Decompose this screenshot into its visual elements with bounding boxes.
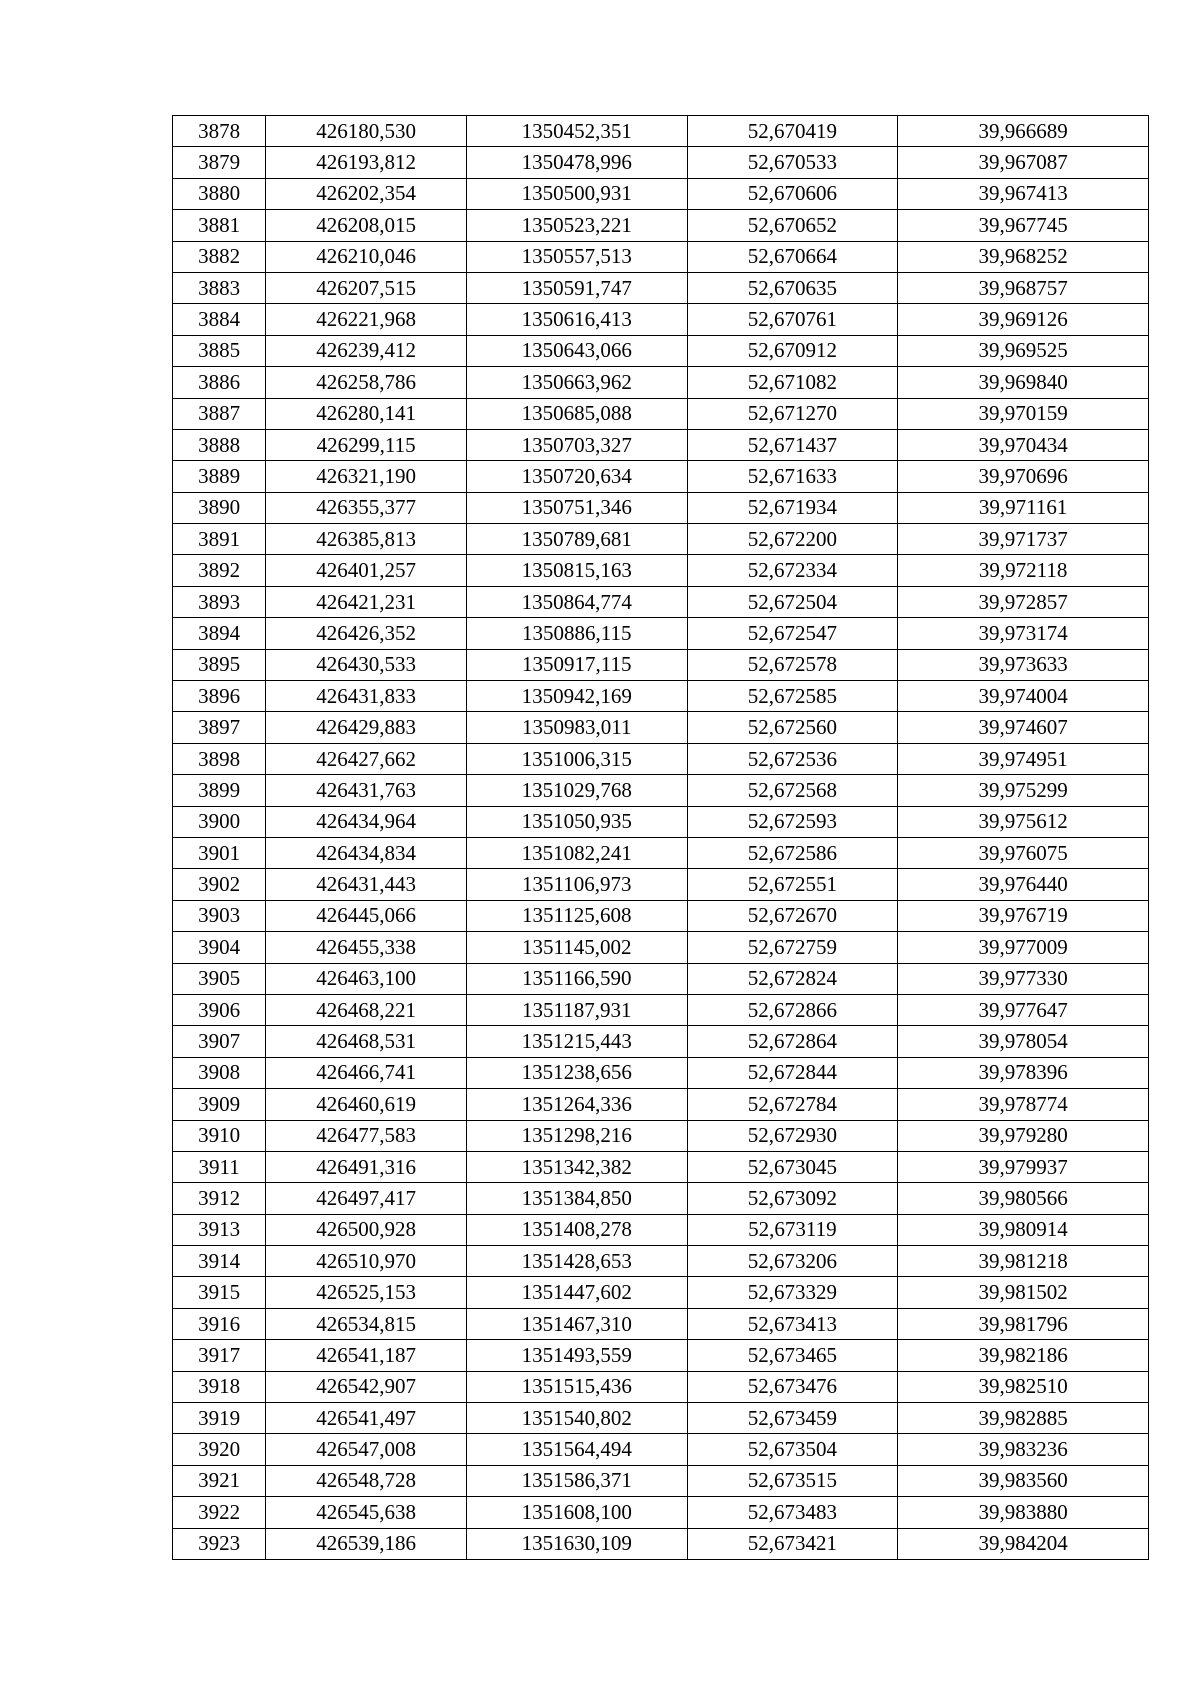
- longitude-cell: 39,967087: [898, 147, 1149, 178]
- y-coordinate-cell: 1350557,513: [466, 241, 687, 272]
- point-number-cell: 3894: [173, 618, 266, 649]
- longitude-cell: 39,973174: [898, 618, 1149, 649]
- table-row: [173, 272, 1149, 303]
- latitude-cell: 52,671082: [687, 367, 898, 398]
- y-coordinate-cell: 1351428,653: [466, 1246, 687, 1277]
- table-row: [173, 367, 1149, 398]
- x-coordinate-cell: 426430,533: [266, 649, 467, 680]
- x-coordinate-cell: 426221,968: [266, 304, 467, 335]
- longitude-cell: 39,983236: [898, 1434, 1149, 1465]
- x-coordinate-cell: 426547,008: [266, 1434, 467, 1465]
- table-row: [173, 1183, 1149, 1214]
- latitude-cell: 52,673459: [687, 1403, 898, 1434]
- latitude-cell: 52,672784: [687, 1089, 898, 1120]
- x-coordinate-cell: 426500,928: [266, 1214, 467, 1245]
- latitude-cell: 52,671934: [687, 492, 898, 523]
- latitude-cell: 52,673476: [687, 1371, 898, 1402]
- table-row: [173, 1120, 1149, 1151]
- point-number-cell: 3914: [173, 1246, 266, 1277]
- latitude-cell: 52,673092: [687, 1183, 898, 1214]
- longitude-cell: 39,982186: [898, 1340, 1149, 1371]
- longitude-cell: 39,974951: [898, 743, 1149, 774]
- longitude-cell: 39,978054: [898, 1026, 1149, 1057]
- y-coordinate-cell: 1351408,278: [466, 1214, 687, 1245]
- y-coordinate-cell: 1351298,216: [466, 1120, 687, 1151]
- table-row: [173, 806, 1149, 837]
- y-coordinate-cell: 1351515,436: [466, 1371, 687, 1402]
- longitude-cell: 39,969840: [898, 367, 1149, 398]
- coordinates-table-body: [173, 116, 1149, 1560]
- x-coordinate-cell: 426429,883: [266, 712, 467, 743]
- x-coordinate-cell: 426426,352: [266, 618, 467, 649]
- point-number-cell: 3897: [173, 712, 266, 743]
- latitude-cell: 52,673045: [687, 1151, 898, 1182]
- longitude-cell: 39,975299: [898, 775, 1149, 806]
- point-number-cell: 3887: [173, 398, 266, 429]
- latitude-cell: 52,672200: [687, 524, 898, 555]
- table-row: [173, 210, 1149, 241]
- longitude-cell: 39,983560: [898, 1465, 1149, 1496]
- y-coordinate-cell: 1351125,608: [466, 900, 687, 931]
- longitude-cell: 39,969525: [898, 335, 1149, 366]
- table-row: [173, 1340, 1149, 1371]
- x-coordinate-cell: 426468,531: [266, 1026, 467, 1057]
- x-coordinate-cell: 426463,100: [266, 963, 467, 994]
- y-coordinate-cell: 1350643,066: [466, 335, 687, 366]
- longitude-cell: 39,978774: [898, 1089, 1149, 1120]
- y-coordinate-cell: 1350685,088: [466, 398, 687, 429]
- x-coordinate-cell: 426193,812: [266, 147, 467, 178]
- table-row: [173, 900, 1149, 931]
- y-coordinate-cell: 1351447,602: [466, 1277, 687, 1308]
- y-coordinate-cell: 1351029,768: [466, 775, 687, 806]
- longitude-cell: 39,979937: [898, 1151, 1149, 1182]
- table-row: [173, 1214, 1149, 1245]
- longitude-cell: 39,976719: [898, 900, 1149, 931]
- x-coordinate-cell: 426401,257: [266, 555, 467, 586]
- point-number-cell: 3911: [173, 1151, 266, 1182]
- latitude-cell: 52,673119: [687, 1214, 898, 1245]
- y-coordinate-cell: 1350500,931: [466, 178, 687, 209]
- longitude-cell: 39,977330: [898, 963, 1149, 994]
- latitude-cell: 52,672593: [687, 806, 898, 837]
- y-coordinate-cell: 1350789,681: [466, 524, 687, 555]
- table-row: [173, 932, 1149, 963]
- y-coordinate-cell: 1351467,310: [466, 1308, 687, 1339]
- y-coordinate-cell: 1351106,973: [466, 869, 687, 900]
- longitude-cell: 39,967413: [898, 178, 1149, 209]
- x-coordinate-cell: 426445,066: [266, 900, 467, 931]
- table-row: [173, 555, 1149, 586]
- longitude-cell: 39,972857: [898, 586, 1149, 617]
- x-coordinate-cell: 426510,970: [266, 1246, 467, 1277]
- point-number-cell: 3916: [173, 1308, 266, 1339]
- point-number-cell: 3910: [173, 1120, 266, 1151]
- table-row: [173, 241, 1149, 272]
- y-coordinate-cell: 1351384,850: [466, 1183, 687, 1214]
- x-coordinate-cell: 426468,221: [266, 994, 467, 1025]
- table-row: [173, 1308, 1149, 1339]
- latitude-cell: 52,671270: [687, 398, 898, 429]
- latitude-cell: 52,670533: [687, 147, 898, 178]
- point-number-cell: 3888: [173, 429, 266, 460]
- x-coordinate-cell: 426466,741: [266, 1057, 467, 1088]
- table-row: [173, 994, 1149, 1025]
- table-row: [173, 1528, 1149, 1559]
- point-number-cell: 3905: [173, 963, 266, 994]
- latitude-cell: 52,672504: [687, 586, 898, 617]
- point-number-cell: 3896: [173, 681, 266, 712]
- longitude-cell: 39,984204: [898, 1528, 1149, 1559]
- y-coordinate-cell: 1350523,221: [466, 210, 687, 241]
- latitude-cell: 52,673465: [687, 1340, 898, 1371]
- point-number-cell: 3878: [173, 116, 266, 147]
- point-number-cell: 3909: [173, 1089, 266, 1120]
- point-number-cell: 3880: [173, 178, 266, 209]
- latitude-cell: 52,672866: [687, 994, 898, 1025]
- longitude-cell: 39,978396: [898, 1057, 1149, 1088]
- x-coordinate-cell: 426497,417: [266, 1183, 467, 1214]
- point-number-cell: 3918: [173, 1371, 266, 1402]
- y-coordinate-cell: 1351586,371: [466, 1465, 687, 1496]
- point-number-cell: 3906: [173, 994, 266, 1025]
- longitude-cell: 39,981502: [898, 1277, 1149, 1308]
- point-number-cell: 3899: [173, 775, 266, 806]
- table-row: [173, 681, 1149, 712]
- y-coordinate-cell: 1350983,011: [466, 712, 687, 743]
- longitude-cell: 39,966689: [898, 116, 1149, 147]
- point-number-cell: 3901: [173, 837, 266, 868]
- table-row: [173, 649, 1149, 680]
- y-coordinate-cell: 1350864,774: [466, 586, 687, 617]
- y-coordinate-cell: 1350942,169: [466, 681, 687, 712]
- point-number-cell: 3915: [173, 1277, 266, 1308]
- point-number-cell: 3883: [173, 272, 266, 303]
- y-coordinate-cell: 1350703,327: [466, 429, 687, 460]
- longitude-cell: 39,971737: [898, 524, 1149, 555]
- table-row: [173, 775, 1149, 806]
- longitude-cell: 39,980914: [898, 1214, 1149, 1245]
- table-row: [173, 869, 1149, 900]
- point-number-cell: 3907: [173, 1026, 266, 1057]
- y-coordinate-cell: 1351630,109: [466, 1528, 687, 1559]
- longitude-cell: 39,970434: [898, 429, 1149, 460]
- latitude-cell: 52,670419: [687, 116, 898, 147]
- latitude-cell: 52,672930: [687, 1120, 898, 1151]
- latitude-cell: 52,670761: [687, 304, 898, 335]
- latitude-cell: 52,672578: [687, 649, 898, 680]
- table-row: [173, 1277, 1149, 1308]
- point-number-cell: 3890: [173, 492, 266, 523]
- point-number-cell: 3919: [173, 1403, 266, 1434]
- point-number-cell: 3885: [173, 335, 266, 366]
- latitude-cell: 52,672586: [687, 837, 898, 868]
- table-row: [173, 1246, 1149, 1277]
- latitude-cell: 52,673515: [687, 1465, 898, 1496]
- latitude-cell: 52,670664: [687, 241, 898, 272]
- latitude-cell: 52,673421: [687, 1528, 898, 1559]
- table-row: [173, 1434, 1149, 1465]
- point-number-cell: 3921: [173, 1465, 266, 1496]
- y-coordinate-cell: 1351082,241: [466, 837, 687, 868]
- x-coordinate-cell: 426455,338: [266, 932, 467, 963]
- longitude-cell: 39,971161: [898, 492, 1149, 523]
- x-coordinate-cell: 426258,786: [266, 367, 467, 398]
- table-row: [173, 178, 1149, 209]
- table-row: [173, 147, 1149, 178]
- x-coordinate-cell: 426299,115: [266, 429, 467, 460]
- longitude-cell: 39,982510: [898, 1371, 1149, 1402]
- x-coordinate-cell: 426431,763: [266, 775, 467, 806]
- table-row: [173, 963, 1149, 994]
- y-coordinate-cell: 1351264,336: [466, 1089, 687, 1120]
- y-coordinate-cell: 1351145,002: [466, 932, 687, 963]
- latitude-cell: 52,672670: [687, 900, 898, 931]
- y-coordinate-cell: 1351540,802: [466, 1403, 687, 1434]
- longitude-cell: 39,981218: [898, 1246, 1149, 1277]
- point-number-cell: 3904: [173, 932, 266, 963]
- y-coordinate-cell: 1351608,100: [466, 1497, 687, 1528]
- point-number-cell: 3892: [173, 555, 266, 586]
- coordinates-table: [172, 115, 1149, 1560]
- x-coordinate-cell: 426208,015: [266, 210, 467, 241]
- y-coordinate-cell: 1350815,163: [466, 555, 687, 586]
- point-number-cell: 3884: [173, 304, 266, 335]
- x-coordinate-cell: 426355,377: [266, 492, 467, 523]
- x-coordinate-cell: 426421,231: [266, 586, 467, 617]
- latitude-cell: 52,672864: [687, 1026, 898, 1057]
- latitude-cell: 52,672560: [687, 712, 898, 743]
- x-coordinate-cell: 426431,443: [266, 869, 467, 900]
- x-coordinate-cell: 426210,046: [266, 241, 467, 272]
- y-coordinate-cell: 1351187,931: [466, 994, 687, 1025]
- latitude-cell: 52,672759: [687, 932, 898, 963]
- point-number-cell: 3882: [173, 241, 266, 272]
- table-row: [173, 461, 1149, 492]
- latitude-cell: 52,670912: [687, 335, 898, 366]
- y-coordinate-cell: 1351493,559: [466, 1340, 687, 1371]
- y-coordinate-cell: 1350452,351: [466, 116, 687, 147]
- table-row: [173, 335, 1149, 366]
- y-coordinate-cell: 1351215,443: [466, 1026, 687, 1057]
- table-row: [173, 398, 1149, 429]
- x-coordinate-cell: 426180,530: [266, 116, 467, 147]
- latitude-cell: 52,670652: [687, 210, 898, 241]
- table-row: [173, 712, 1149, 743]
- table-row: [173, 1151, 1149, 1182]
- longitude-cell: 39,974004: [898, 681, 1149, 712]
- table-row: [173, 304, 1149, 335]
- longitude-cell: 39,970696: [898, 461, 1149, 492]
- y-coordinate-cell: 1350917,115: [466, 649, 687, 680]
- latitude-cell: 52,672536: [687, 743, 898, 774]
- y-coordinate-cell: 1350478,996: [466, 147, 687, 178]
- latitude-cell: 52,672844: [687, 1057, 898, 1088]
- latitude-cell: 52,673483: [687, 1497, 898, 1528]
- latitude-cell: 52,672585: [687, 681, 898, 712]
- table-row: [173, 524, 1149, 555]
- longitude-cell: 39,970159: [898, 398, 1149, 429]
- latitude-cell: 52,672568: [687, 775, 898, 806]
- x-coordinate-cell: 426491,316: [266, 1151, 467, 1182]
- y-coordinate-cell: 1351564,494: [466, 1434, 687, 1465]
- y-coordinate-cell: 1350663,962: [466, 367, 687, 398]
- longitude-cell: 39,968757: [898, 272, 1149, 303]
- latitude-cell: 52,673329: [687, 1277, 898, 1308]
- x-coordinate-cell: 426239,412: [266, 335, 467, 366]
- table-row: [173, 1497, 1149, 1528]
- x-coordinate-cell: 426431,833: [266, 681, 467, 712]
- y-coordinate-cell: 1351238,656: [466, 1057, 687, 1088]
- point-number-cell: 3922: [173, 1497, 266, 1528]
- x-coordinate-cell: 426525,153: [266, 1277, 467, 1308]
- x-coordinate-cell: 426385,813: [266, 524, 467, 555]
- y-coordinate-cell: 1350751,346: [466, 492, 687, 523]
- longitude-cell: 39,981796: [898, 1308, 1149, 1339]
- latitude-cell: 52,671437: [687, 429, 898, 460]
- y-coordinate-cell: 1350616,413: [466, 304, 687, 335]
- latitude-cell: 52,670606: [687, 178, 898, 209]
- point-number-cell: 3908: [173, 1057, 266, 1088]
- table-row: [173, 1403, 1149, 1434]
- table-row: [173, 1026, 1149, 1057]
- point-number-cell: 3900: [173, 806, 266, 837]
- longitude-cell: 39,973633: [898, 649, 1149, 680]
- x-coordinate-cell: 426434,964: [266, 806, 467, 837]
- longitude-cell: 39,976440: [898, 869, 1149, 900]
- point-number-cell: 3895: [173, 649, 266, 680]
- latitude-cell: 52,671633: [687, 461, 898, 492]
- point-number-cell: 3913: [173, 1214, 266, 1245]
- point-number-cell: 3902: [173, 869, 266, 900]
- table-row: [173, 618, 1149, 649]
- longitude-cell: 39,972118: [898, 555, 1149, 586]
- x-coordinate-cell: 426534,815: [266, 1308, 467, 1339]
- x-coordinate-cell: 426207,515: [266, 272, 467, 303]
- latitude-cell: 52,670635: [687, 272, 898, 303]
- y-coordinate-cell: 1351050,935: [466, 806, 687, 837]
- longitude-cell: 39,983880: [898, 1497, 1149, 1528]
- y-coordinate-cell: 1350591,747: [466, 272, 687, 303]
- table-row: [173, 1465, 1149, 1496]
- x-coordinate-cell: 426545,638: [266, 1497, 467, 1528]
- table-row: [173, 586, 1149, 617]
- longitude-cell: 39,968252: [898, 241, 1149, 272]
- y-coordinate-cell: 1350720,634: [466, 461, 687, 492]
- x-coordinate-cell: 426541,187: [266, 1340, 467, 1371]
- x-coordinate-cell: 426539,186: [266, 1528, 467, 1559]
- latitude-cell: 52,672824: [687, 963, 898, 994]
- x-coordinate-cell: 426280,141: [266, 398, 467, 429]
- y-coordinate-cell: 1351166,590: [466, 963, 687, 994]
- longitude-cell: 39,976075: [898, 837, 1149, 868]
- x-coordinate-cell: 426434,834: [266, 837, 467, 868]
- y-coordinate-cell: 1351342,382: [466, 1151, 687, 1182]
- point-number-cell: 3912: [173, 1183, 266, 1214]
- table-row: [173, 1371, 1149, 1402]
- table-row: [173, 429, 1149, 460]
- longitude-cell: 39,967745: [898, 210, 1149, 241]
- y-coordinate-cell: 1350886,115: [466, 618, 687, 649]
- longitude-cell: 39,982885: [898, 1403, 1149, 1434]
- latitude-cell: 52,672547: [687, 618, 898, 649]
- point-number-cell: 3898: [173, 743, 266, 774]
- longitude-cell: 39,969126: [898, 304, 1149, 335]
- longitude-cell: 39,979280: [898, 1120, 1149, 1151]
- x-coordinate-cell: 426460,619: [266, 1089, 467, 1120]
- x-coordinate-cell: 426477,583: [266, 1120, 467, 1151]
- x-coordinate-cell: 426427,662: [266, 743, 467, 774]
- point-number-cell: 3903: [173, 900, 266, 931]
- x-coordinate-cell: 426541,497: [266, 1403, 467, 1434]
- y-coordinate-cell: 1351006,315: [466, 743, 687, 774]
- table-row: [173, 492, 1149, 523]
- table-row: [173, 837, 1149, 868]
- x-coordinate-cell: 426321,190: [266, 461, 467, 492]
- longitude-cell: 39,977009: [898, 932, 1149, 963]
- longitude-cell: 39,977647: [898, 994, 1149, 1025]
- table-row: [173, 743, 1149, 774]
- point-number-cell: 3920: [173, 1434, 266, 1465]
- latitude-cell: 52,672551: [687, 869, 898, 900]
- point-number-cell: 3879: [173, 147, 266, 178]
- x-coordinate-cell: 426542,907: [266, 1371, 467, 1402]
- latitude-cell: 52,673206: [687, 1246, 898, 1277]
- latitude-cell: 52,673504: [687, 1434, 898, 1465]
- longitude-cell: 39,980566: [898, 1183, 1149, 1214]
- point-number-cell: 3889: [173, 461, 266, 492]
- point-number-cell: 3881: [173, 210, 266, 241]
- x-coordinate-cell: 426202,354: [266, 178, 467, 209]
- table-row: [173, 116, 1149, 147]
- point-number-cell: 3917: [173, 1340, 266, 1371]
- longitude-cell: 39,974607: [898, 712, 1149, 743]
- latitude-cell: 52,672334: [687, 555, 898, 586]
- latitude-cell: 52,673413: [687, 1308, 898, 1339]
- table-row: [173, 1089, 1149, 1120]
- point-number-cell: 3893: [173, 586, 266, 617]
- table-row: [173, 1057, 1149, 1088]
- longitude-cell: 39,975612: [898, 806, 1149, 837]
- x-coordinate-cell: 426548,728: [266, 1465, 467, 1496]
- point-number-cell: 3891: [173, 524, 266, 555]
- point-number-cell: 3923: [173, 1528, 266, 1559]
- point-number-cell: 3886: [173, 367, 266, 398]
